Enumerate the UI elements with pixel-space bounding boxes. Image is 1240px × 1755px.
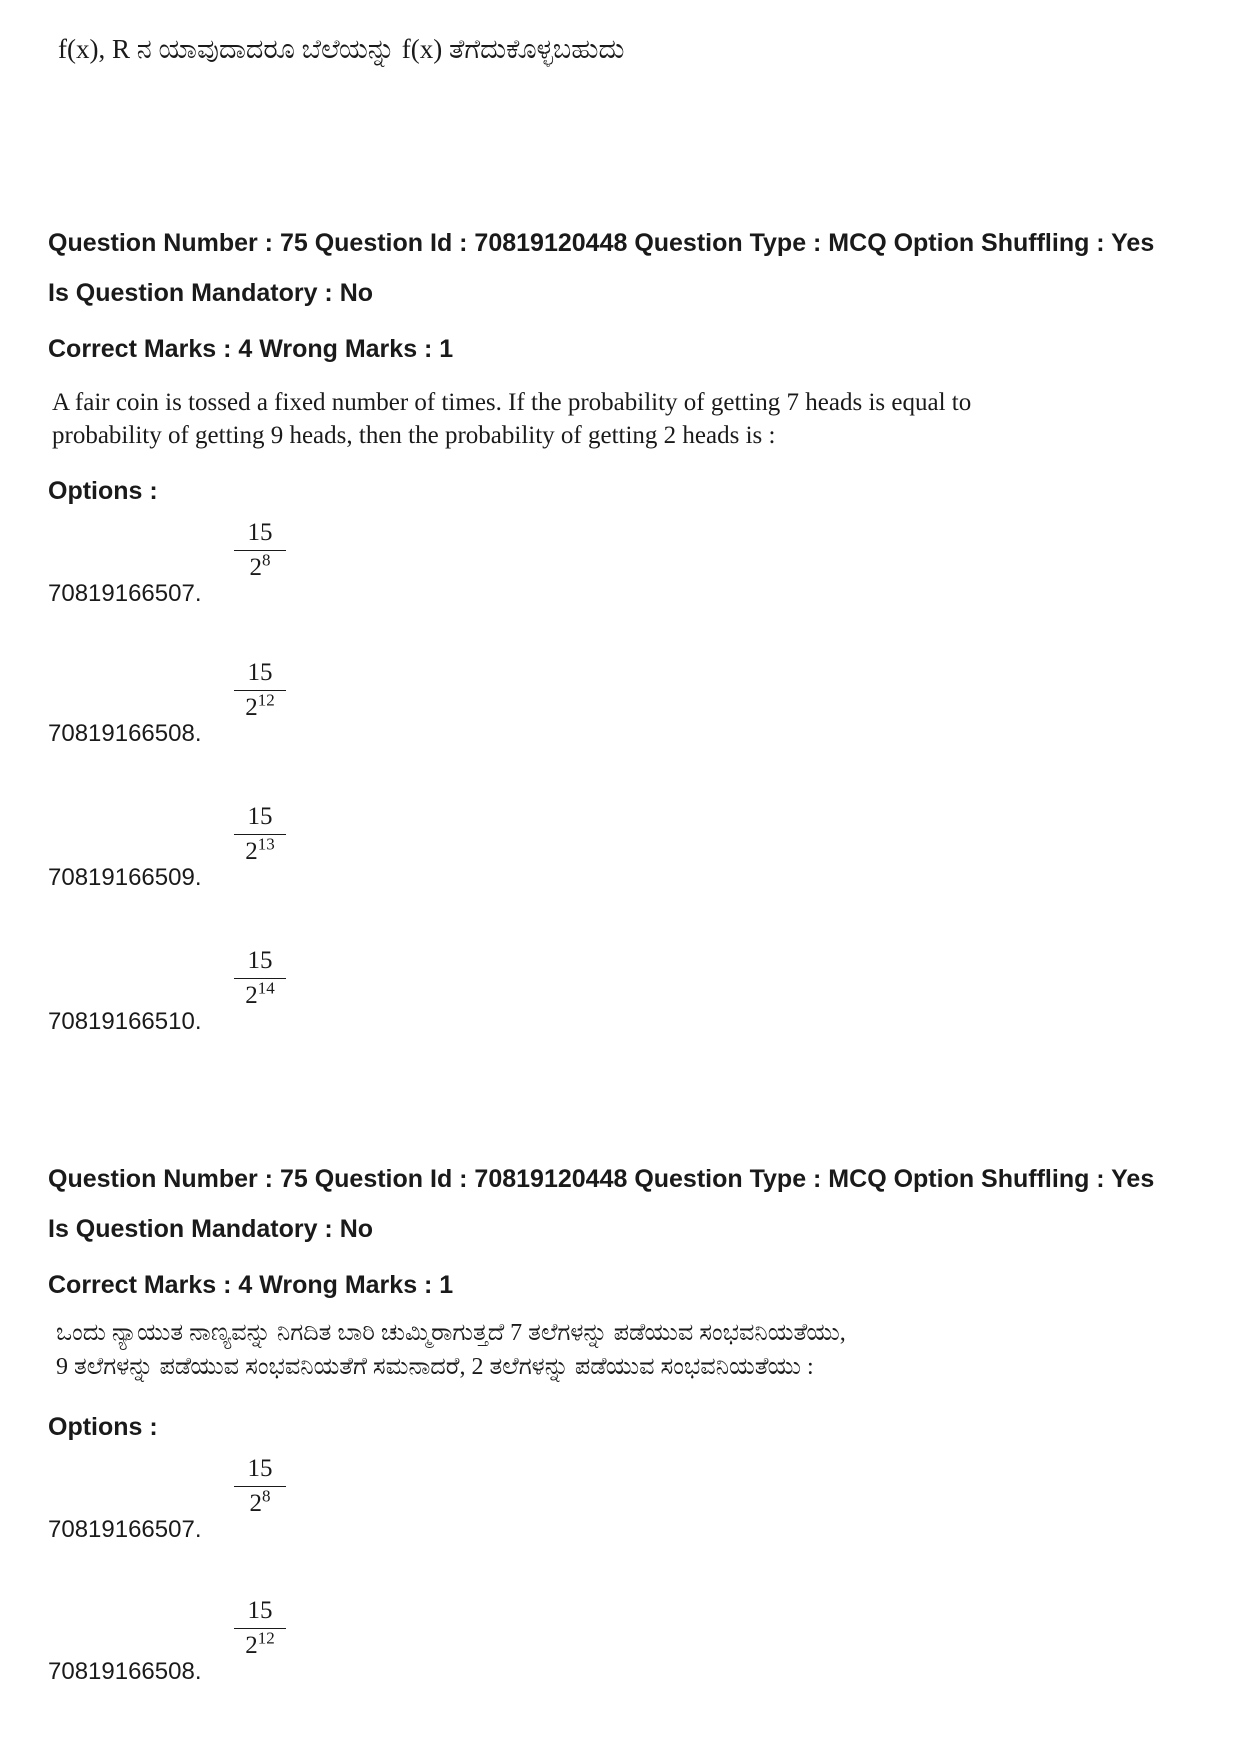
question-mandatory: Is Question Mandatory : No (48, 1215, 374, 1243)
option-fraction (230, 1454, 290, 1519)
fraction-base: 2 (249, 554, 262, 581)
question-text (48, 386, 1198, 452)
question-meta: Question Number : 75 Question Id : 70819120448 Question Type : MCQ Option Shuffling : Yes (48, 1165, 1155, 1193)
question-meta: Question Number : 75 Question Id : 70819120448 Question Type : MCQ Option Shuffling : Yes (48, 229, 1155, 257)
fraction-denominator (230, 834, 290, 867)
option-id: 70819166510. (48, 1008, 202, 1035)
fraction-base: 2 (245, 982, 258, 1009)
question-text-line: A fair coin is tossed a fixed number of times. If the probability of getting 7 heads is equal to (52, 389, 972, 416)
question-text-line: ಒಂದು ನ್ಯಾಯುತ ನಾಣ್ಯವನ್ನು ನಿಗದಿತ ಬಾರಿ ಚುಮ್ಮಿರಾಗುತ್ತದೆ 7 ತಲೆಗಳನ್ನು ಪಡೆಯುವ ಸಂಭವನಿಯತೆಯು, (56, 1320, 846, 1346)
fraction-exponent: 13 (257, 834, 275, 854)
fraction-denominator (230, 1486, 290, 1519)
options-label: Options : (48, 1413, 158, 1441)
fraction-numerator: 15 (247, 519, 273, 546)
fraction-bar (234, 1486, 286, 1487)
option-fraction (230, 518, 290, 583)
question-marks-row (48, 1270, 1198, 1300)
option-fraction (230, 658, 290, 723)
question-marks: Correct Marks : 4 Wrong Marks : 1 (48, 1271, 454, 1299)
option-id: 70819166508. (48, 720, 202, 747)
fraction-base: 2 (245, 1632, 258, 1659)
question-text-line: 9 ತಲೆಗಳನ್ನು ಪಡೆಯುವ ಸಂಭವನಿಯತೆಗೆ ಸಮನಾದರೆ, 2 ತಲೆಗಳನ್ನು ಪಡೆಯುವ ಸಂಭವನಿಯತೆಯು : (56, 1354, 814, 1380)
fraction-base: 2 (245, 838, 258, 865)
fraction-base: 2 (249, 1490, 262, 1517)
question-mandatory-row (48, 1214, 1198, 1244)
question-marks: Correct Marks : 4 Wrong Marks : 1 (48, 335, 454, 363)
option-fraction (230, 802, 290, 867)
options-label-row (48, 476, 1198, 506)
fraction-base: 2 (245, 694, 258, 721)
fraction-exponent: 8 (262, 1486, 271, 1506)
fraction-numerator: 15 (247, 947, 273, 974)
fraction-exponent: 8 (262, 550, 271, 570)
question-header (48, 228, 1198, 258)
question-marks-row (48, 334, 1198, 364)
options-label: Options : (48, 477, 158, 505)
fraction-exponent: 12 (257, 1628, 275, 1648)
fraction-numerator: 15 (247, 1597, 273, 1624)
fraction-exponent: 14 (257, 978, 275, 998)
question-text-line: probability of getting 9 heads, then the probability of getting 2 heads is : (52, 422, 776, 449)
fraction-numerator: 15 (247, 803, 273, 830)
fraction-denominator (230, 978, 290, 1011)
options-label-row (48, 1412, 1198, 1442)
previous-question-tail: f(x), R ನ ಯಾವುದಾದರೂ ಬೆಲೆಯನ್ನು f(x) ತೆಗೆದುಕೊಳ್ಳಬಹುದು (58, 34, 625, 64)
fraction-numerator: 15 (247, 659, 273, 686)
option-id: 70819166508. (48, 1658, 202, 1685)
question-mandatory: Is Question Mandatory : No (48, 279, 374, 307)
option-id: 70819166507. (48, 1516, 202, 1543)
fraction-denominator (230, 690, 290, 723)
option-id: 70819166509. (48, 864, 202, 891)
fraction-denominator (230, 1628, 290, 1661)
option-fraction (230, 946, 290, 1011)
option-fraction (230, 1596, 290, 1661)
question-text (48, 1316, 1198, 1384)
fraction-numerator: 15 (247, 1455, 273, 1482)
fraction-bar (234, 550, 286, 551)
fraction-exponent: 12 (257, 690, 275, 710)
question-mandatory-row (48, 278, 1198, 308)
fraction-denominator (230, 550, 290, 583)
option-id: 70819166507. (48, 580, 202, 607)
question-header (48, 1164, 1198, 1194)
